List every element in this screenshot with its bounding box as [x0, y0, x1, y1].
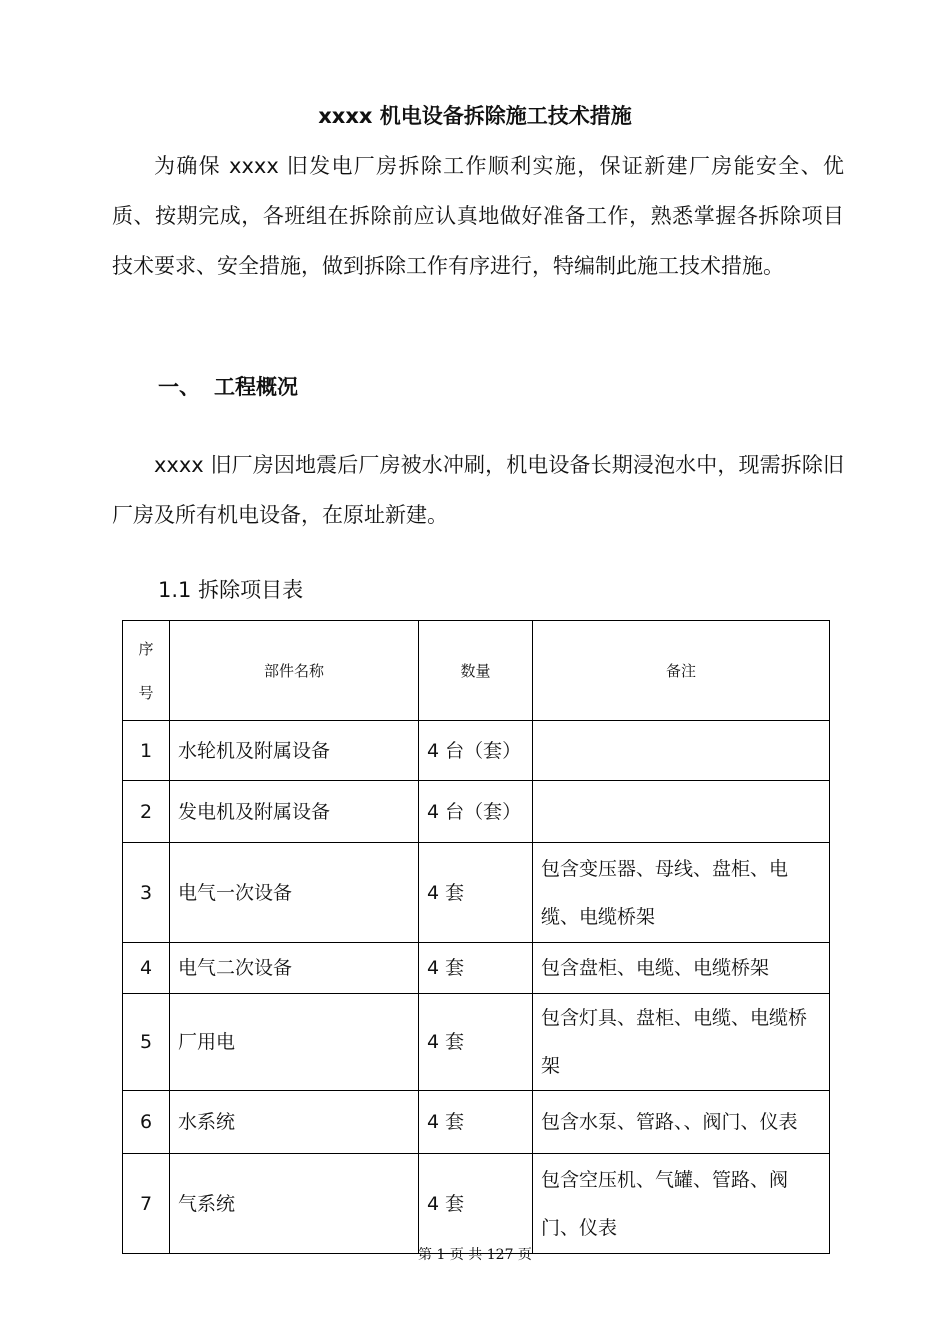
cell-no: 6	[123, 1091, 170, 1154]
table-row	[123, 721, 830, 781]
table-row	[123, 843, 830, 943]
cell-note: 包含盘柜、电缆、电缆桥架	[533, 943, 830, 994]
demolition-items-table	[122, 620, 830, 1254]
table-header-row	[123, 621, 830, 721]
header-no	[123, 621, 170, 721]
header-name: 部件名称	[170, 621, 419, 721]
cell-no: 2	[123, 781, 170, 843]
header-note: 备注	[533, 621, 830, 721]
cell-qty: 4 台（套）	[419, 781, 533, 843]
cell-note: 包含变压器、母线、盘柜、电缆、电缆桥架	[533, 843, 830, 943]
table-row	[123, 1091, 830, 1154]
cell-note: 包含水泵、管路、、阀门、仪表	[533, 1091, 830, 1154]
cell-no: 7	[123, 1154, 170, 1254]
cell-qty: 4 套	[419, 1091, 533, 1154]
cell-qty: 4 套	[419, 943, 533, 994]
table-row	[123, 781, 830, 843]
intro-paragraph: 为确保 xxxx 旧发电厂房拆除工作顺利实施，保证新建厂房能安全、优质、按期完成，各班组在拆除前应认真地做好准备工作，熟悉掌握各拆除项目技术要求、安全措施，做到拆除工作有序进行，特编制此施工技术措施。	[112, 154, 844, 278]
header-qty: 数量	[419, 621, 533, 721]
cell-name: 水轮机及附属设备	[170, 721, 419, 781]
cell-qty: 4 套	[419, 843, 533, 943]
cell-name: 电气二次设备	[170, 943, 419, 994]
cell-note: 包含灯具、盘柜、电缆、电缆桥架	[533, 994, 830, 1091]
cell-name: 电气一次设备	[170, 843, 419, 943]
cell-no: 4	[123, 943, 170, 994]
cell-note	[533, 721, 830, 781]
document-title: xxxx 机电设备拆除施工技术措施	[318, 104, 632, 128]
section-body: xxxx 旧厂房因地震后厂房被水冲刷，机电设备长期浸泡水中，现需拆除旧厂房及所有机电设备，在原址新建。	[112, 453, 844, 527]
header-no-text: 序号	[138, 639, 154, 702]
section-heading	[158, 371, 298, 401]
table-caption: 1.1 拆除项目表	[158, 578, 304, 602]
cell-qty: 4 台（套）	[419, 721, 533, 781]
cell-name: 气系统	[170, 1154, 419, 1254]
cell-name: 水系统	[170, 1091, 419, 1154]
cell-qty: 4 套	[419, 1154, 533, 1254]
table-row	[123, 1154, 830, 1254]
cell-qty: 4 套	[419, 994, 533, 1091]
cell-note	[533, 781, 830, 843]
cell-no: 5	[123, 994, 170, 1091]
cell-no: 3	[123, 843, 170, 943]
section-title: 工程概况	[214, 375, 298, 399]
table-row	[123, 994, 830, 1091]
section-number: 一、	[158, 375, 200, 399]
cell-name: 厂用电	[170, 994, 419, 1091]
cell-note: 包含空压机、气罐、管路、阀门、仪表	[533, 1154, 830, 1254]
table-row	[123, 943, 830, 994]
cell-no: 1	[123, 721, 170, 781]
cell-name: 发电机及附属设备	[170, 781, 419, 843]
page-footer: 第 1 页 共 127 页	[418, 1247, 532, 1263]
